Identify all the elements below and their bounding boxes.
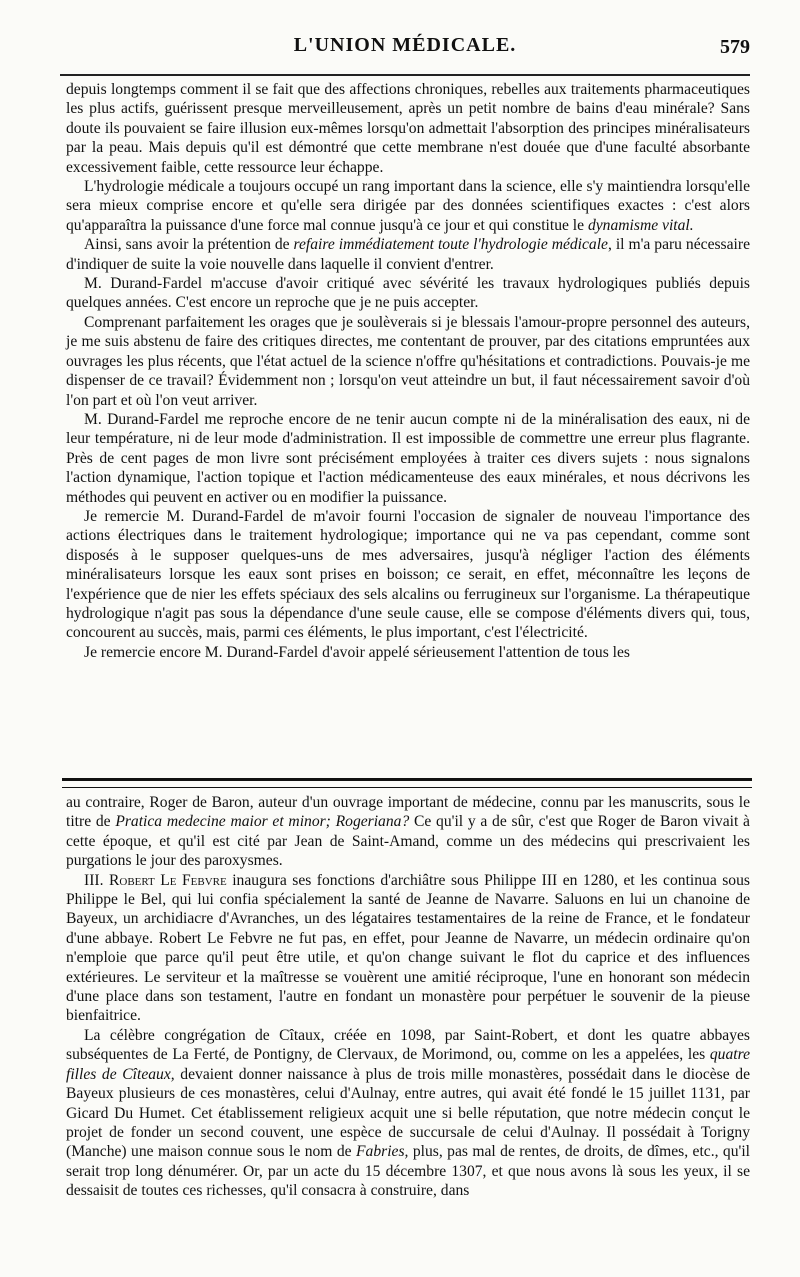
feuilleton-text [66, 793, 750, 1201]
header-rule [60, 74, 750, 76]
text-run: III. [84, 871, 109, 889]
text-run: Ainsi, sans avoir la prétention de [84, 236, 294, 254]
text-run: L'hydrologie médicale a toujours occupé un rang important dans la science, elle s'y maintiendra lorsqu'elle sera mieux comprise encore et qu'elle sera dirigée par des données scientifiques exactes : c'est alors qu'apparaîtra la puissance d'une force mal connue jusqu'à ce jour et qui constitue le [66, 178, 750, 234]
article-continuation [66, 80, 750, 662]
text-run: devaient donner naissance à plus de trois mille monastères, possédait dans le diocèse de Bayeux plusieurs de ces monastères, celui d'Aulnay, entre autres, qui avait été fondé le 15 juillet 1131, par Gicard Du Humet. Cet établissement religieux acquit une si belle réputation, que notre médecin conçut le projet de fonder un second couvent, une espèce de succursale de celui d'Aulnay. Il possédait à Torigny (Manche) une maison connue sous le nom de [66, 1065, 750, 1161]
paragraph [66, 410, 750, 507]
paragraph [66, 643, 750, 662]
text-run: Ce qu'il y a de sûr, c'est que Roger de Baron vivait à cette époque, et qu'il est cité par Jean de Saint-Amand, comme un des médecins qui prescrivaient les purgations le jour des paroxysmes. [66, 813, 750, 870]
running-title: L'UNION MÉDICALE. [293, 34, 517, 56]
paragraph [66, 871, 750, 1026]
paragraph [66, 1026, 750, 1201]
paragraph [66, 507, 750, 643]
italic-text: dynamisme vital. [587, 216, 694, 234]
paragraph [66, 793, 750, 871]
paragraph [66, 274, 750, 313]
text-run: Je remercie M. Durand-Fardel de m'avoir fourni l'occasion de signaler de nouveau l'importance des actions électriques dans le traitement hydrologique; importance qui ne va pas cependant, comme sont disposés à le supposer quelques-uns de mes adversaires, jusqu'à négliger l'action des éléments minéralisateurs lorsque les eaux sont prises en boisson; ce serait, en effet, méconnaître les leçons de l'expérience que de nier les effets spéciaux des sels alcalins ou ferrugineux sur l'organisme. La thérapeutique hydrologique n'agit pas sous la dépendance d'une seule cause, elle se compose d'éléments divers qui, tous, concourent au succès, mais, parmi ces éléments, le plus important, c'est l'électricité. [66, 507, 750, 642]
text-run: inaugura ses fonctions d'archiâtre sous Philippe III en 1280, et les continua sous Philippe le Bel, qui lui confia spécialement la santé de Jeanne de Navarre. Saluons en lui un chanoine de Bayeux, un archidiacre d'Avranches, un des légataires testamentaires de la reine de France, et le fondateur d'une abbaye. Robert Le Febvre ne fut pas, en effet, pour Jeanne de Navarre, un médecin ordinaire qu'on n'emploie que parce qu'il peut être utile, et qu'on change suivant le flot du caprice et des influences extérieures. Le serviteur et la maîtresse se vouèrent une amitié réciproque, l'une en honorant son médecin d'une place dans son testament, l'autre en fondant un monastère pour perpétuer le souvenir de la pieuse bienfaitrice. [66, 871, 750, 1025]
text-run: au contraire, Roger de Baron, auteur d'un ouvrage important de médecine, connu par les manuscrits, sous le titre de [66, 794, 750, 831]
text-run: , il m'a paru nécessaire d'indiquer de suite la voie nouvelle dans laquelle il convient d'entrer. [66, 236, 750, 273]
italic-text: quatre filles de Cîteaux, [66, 1046, 750, 1083]
text-run: plus, pas mal de rentes, de droits, de dîmes, etc., qu'il serait trop long dénumérer. Or, par un acte du 15 décembre 1307, et que nous avons là sous les yeux, il se dessaisit de toutes ces richesses, qu'il consacra à construire, dans [66, 1143, 751, 1200]
smallcaps-name: Robert Le Febvre [108, 871, 227, 889]
feuilleton-separator [62, 778, 752, 788]
italic-text: Pratica medecine maior et minor; Rogeriana? [115, 813, 410, 831]
page-number: 579 [720, 36, 750, 58]
text-run: M. Durand-Fardel me reproche encore de ne tenir aucun compte ni de la minéralisation des eaux, ni de leur température, ni de leur mode d'administration. Il est impossible de commettre une erreur plus flagrante. Près de cent pages de mon livre sont précisément employées à traiter ces divers sujets : nous signalons l'action dynamique, l'action topique et l'action médicamenteuse des eaux minérales, et nous décrivons les méthodes qui peuvent en activer ou en modifier la puissance. [66, 410, 750, 506]
text-run: La célèbre congrégation de Cîtaux, créée en 1098, par Saint-Robert, et dont les quatre abbayes subséquentes de La Ferté, de Pontigny, de Clervaux, de Morimond, ou, comme on les a appelées, les [66, 1026, 750, 1064]
italic-text: refaire immédiatement toute l'hydrologie médicale [293, 236, 608, 254]
paragraph [66, 80, 750, 177]
text-run: depuis longtemps comment il se fait que des affections chroniques, rebelles aux traitements pharmaceutiques les plus actifs, guérissent presque merveilleusement, après un petit nombre de bains d'eau minérale? Sans doute ils pouvaient se faire illusion eux-mêmes lorsqu'on admettait l'absorption des principes minéralisateurs par la peau. Mais depuis qu'il est démontré que cette membrane n'est douée que d'une faculté absorbante excessivement faible, cette ressource leur échappe. [66, 81, 750, 176]
text-run: Comprenant parfaitement les orages que je soulèverais si je blessais l'amour-propre personnel des auteurs, je me suis abstenu de faire des critiques directes, me contentant de prouver, par des citations empruntées aux ouvrages les plus récents, que l'état actuel de la science n'offre qu'hésitations et contradictions. Pouvais-je me dispenser de ce travail? Évidemment non ; lorsqu'on veut atteindre un but, il faut nécessairement savoir d'où l'on part et où l'on veut arriver. [66, 313, 750, 409]
text-run: Je remercie encore M. Durand-Fardel d'avoir appelé sérieusement l'attention de tous les [84, 643, 630, 661]
paragraph [66, 235, 750, 274]
italic-text: Fabries, [356, 1143, 409, 1161]
text-run: M. Durand-Fardel m'accuse d'avoir critiqué avec sévérité les travaux hydrologiques publiés depuis quelques années. C'est encore un reproche que je ne puis accepter. [66, 275, 750, 312]
paragraph [66, 177, 750, 235]
paragraph [66, 313, 750, 410]
page-header [60, 34, 750, 64]
